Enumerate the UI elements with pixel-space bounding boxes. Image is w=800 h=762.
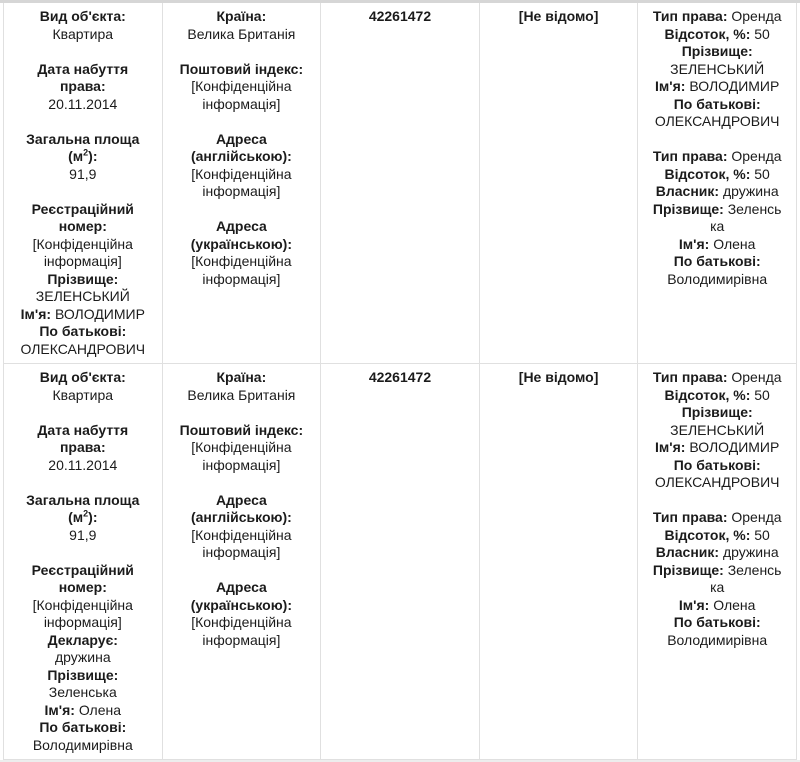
text-line: Прізвище:: [47, 666, 119, 683]
blank-line: [167, 201, 317, 219]
text-line: [Конфіденційна: [191, 165, 292, 182]
text-line: Власник: дружина: [655, 544, 779, 560]
text-line: [Конфіденційна: [191, 614, 292, 630]
blank-line: [8, 43, 158, 61]
text-line: Тип права: Оренда: [652, 148, 782, 164]
text-line: $(м^2)$:: [68, 508, 98, 525]
text-line: [Конфіденційна: [191, 253, 292, 269]
text-line: Прізвище: Зеленсь: [652, 200, 782, 217]
text-line: По батькові:: [39, 323, 127, 339]
text-line: ЗЕЛЕНСЬКИЙ: [35, 288, 130, 304]
text-line: Ім'я: Олена: [44, 701, 122, 718]
text-line: ЗЕЛЕНСЬКИЙ: [670, 421, 765, 438]
table-cell-r1-c3: [321, 3, 480, 364]
text-line: (англійською):: [190, 509, 292, 525]
text-line: (англійською):: [190, 148, 292, 164]
table-cell-r1-c1: [4, 3, 163, 364]
text-line: Відсоток, %: 50: [664, 386, 770, 403]
text-line: Прізвище:: [47, 270, 119, 287]
text-line: Квартира: [52, 386, 114, 403]
text-line: [Конфіденційна: [191, 78, 292, 94]
text-line: номер:: [58, 579, 107, 595]
text-line: Поштовий індекс:: [179, 60, 304, 77]
text-line: 20.11.2014: [48, 95, 118, 112]
text-line: Володимирівна: [32, 736, 133, 753]
text-line: Тип права: Оренда: [652, 369, 782, 385]
text-line: інформація]: [202, 544, 281, 560]
text-line: [Не відомо]: [518, 369, 599, 385]
text-line: Володимирівна: [667, 631, 768, 648]
text-line: ЗЕЛЕНСЬКИЙ: [670, 60, 765, 77]
text-line: 91,9: [69, 526, 97, 543]
text-line: Ім'я: ВОЛОДИМИР: [655, 439, 780, 455]
text-line: ка: [710, 218, 725, 234]
text-line: ОЛЕКСАНДРОВИЧ: [20, 340, 146, 357]
table-cell-r2-c2: [162, 364, 321, 760]
blank-line: [167, 562, 317, 580]
text-line: Декларує:: [47, 631, 118, 648]
text-line: Реєстраційний: [31, 561, 134, 578]
text-line: Тип права: Оренда: [652, 8, 782, 24]
text-line: Дата набуття: [37, 421, 129, 438]
blank-line: [642, 492, 792, 510]
blank-line: [8, 113, 158, 131]
table-cell-r1-c4: [479, 3, 638, 364]
table-row-1: [4, 3, 797, 364]
text-line: інформація]: [202, 270, 281, 287]
text-line: [Конфіденційна: [191, 439, 292, 455]
text-line: [Конфіденційна: [32, 596, 133, 613]
text-line: Ім'я: Олена: [678, 235, 756, 252]
text-line: інформація]: [43, 614, 122, 630]
text-line: 91,9: [69, 165, 97, 182]
text-line: Країна:: [216, 369, 267, 385]
blank-line: [167, 43, 317, 61]
text-line: дружина: [54, 649, 111, 665]
text-line: Реєстраційний: [31, 200, 134, 217]
table-row-2: [4, 364, 797, 760]
text-line: інформація]: [202, 456, 281, 473]
table-cell-r2-c1: [4, 364, 163, 760]
text-line: Поштовий індекс:: [179, 421, 304, 438]
text-line: Прізвище: Зеленсь: [652, 561, 782, 578]
text-line: (українською):: [190, 235, 292, 252]
text-line: Загальна площа: [26, 130, 140, 147]
table-cell-r2-c3: [321, 364, 480, 760]
text-line: Ім'я: ВОЛОДИМИР: [655, 78, 780, 94]
text-line: Тип права: Оренда: [652, 509, 782, 525]
table-cell-r1-c2: [162, 3, 321, 364]
text-line: Власник: дружина: [655, 183, 779, 199]
text-line: Відсоток, %: 50: [664, 526, 770, 543]
blank-line: [8, 183, 158, 201]
text-line: інформація]: [202, 95, 281, 112]
text-line: ОЛЕКСАНДРОВИЧ: [654, 113, 780, 129]
text-line: По батькові:: [673, 456, 761, 473]
text-line: Адреса: [215, 218, 267, 234]
text-line: інформація]: [43, 253, 122, 269]
text-line: [Не відомо]: [518, 8, 599, 24]
text-line: Відсоток, %: 50: [664, 25, 770, 42]
text-line: Володимирівна: [667, 270, 768, 287]
text-line: По батькові:: [39, 719, 127, 735]
text-line: Ім'я: ВОЛОДИМИР: [20, 305, 145, 322]
text-line: Відсоток, %: 50: [664, 165, 770, 182]
text-line: По батькові:: [673, 614, 761, 630]
blank-line: [8, 544, 158, 562]
blank-line: [167, 113, 317, 131]
blank-line: [8, 404, 158, 422]
text-line: номер:: [58, 218, 107, 234]
blank-line: [167, 474, 317, 492]
text-line: ка: [710, 579, 725, 595]
text-line: (українською):: [190, 596, 292, 613]
text-line: 20.11.2014: [48, 456, 118, 473]
text-line: Дата набуття: [37, 60, 129, 77]
text-line: права:: [59, 439, 106, 455]
text-line: права:: [59, 78, 106, 94]
text-line: 42261472: [368, 369, 432, 385]
text-line: Адреса: [215, 491, 267, 508]
text-line: [Конфіденційна: [191, 526, 292, 543]
text-line: Вид об'єкта:: [39, 8, 126, 24]
text-line: інформація]: [202, 631, 281, 648]
text-line: інформація]: [202, 183, 281, 199]
text-line: Країна:: [216, 8, 267, 24]
text-line: Загальна площа: [26, 491, 140, 508]
text-line: [Конфіденційна: [32, 235, 133, 252]
text-line: Ім'я: Олена: [678, 596, 756, 613]
text-line: Квартира: [52, 25, 114, 42]
text-line: Вид об'єкта:: [39, 369, 126, 385]
declaration-table-body: [4, 3, 797, 760]
text-line: 42261472: [368, 8, 432, 24]
table-cell-r2-c5: [638, 364, 797, 760]
blank-line: [8, 474, 158, 492]
text-line: Адреса: [215, 579, 267, 595]
table-cell-r2-c4: [479, 364, 638, 760]
text-line: По батькові:: [673, 253, 761, 269]
text-line: Велика Британія: [187, 25, 296, 42]
blank-line: [642, 131, 792, 149]
text-line: Прізвище:: [681, 43, 753, 59]
text-line: По батькові:: [673, 95, 761, 112]
blank-line: [167, 404, 317, 422]
declaration-table: [3, 3, 797, 760]
text-line: Прізвище:: [681, 404, 753, 420]
text-line: Велика Британія: [187, 386, 296, 403]
text-line: Адреса: [215, 130, 267, 147]
text-line: $(м^2)$:: [68, 147, 98, 164]
text-line: ОЛЕКСАНДРОВИЧ: [654, 474, 780, 490]
text-line: Зеленська: [48, 684, 117, 700]
table-cell-r1-c5: [638, 3, 797, 364]
